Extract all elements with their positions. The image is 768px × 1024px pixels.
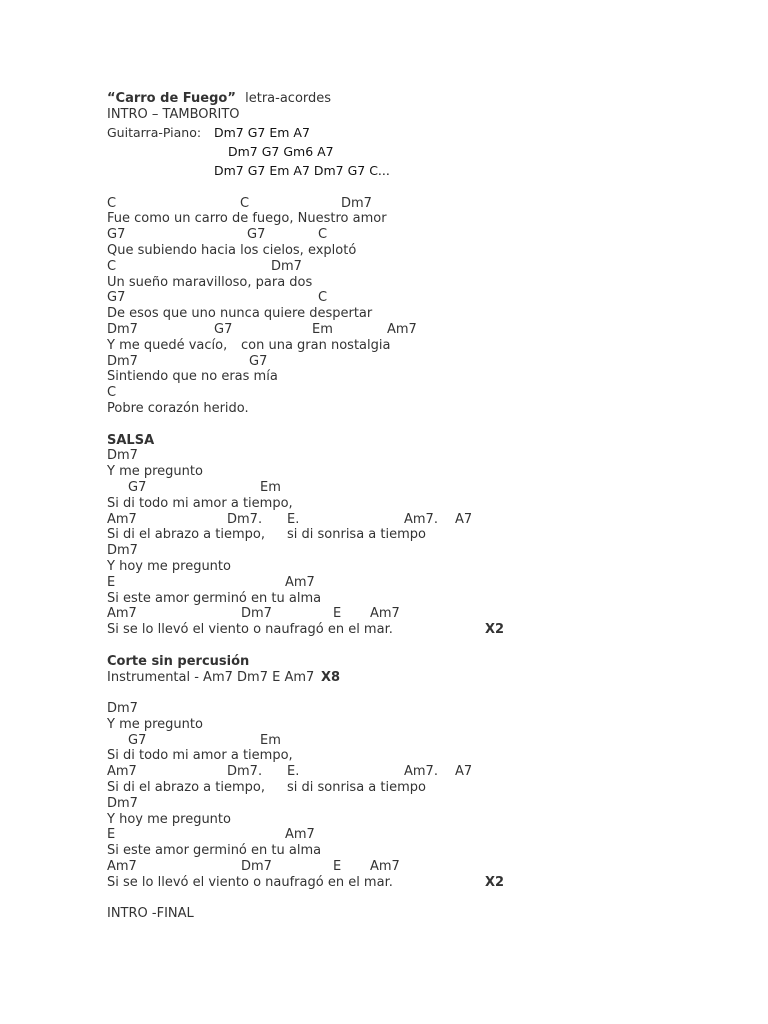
lyric: Si di todo mi amor a tiempo,	[107, 748, 293, 764]
intro-chords-line-1	[107, 123, 747, 142]
chord-line	[107, 575, 747, 591]
lyric: Y me quedé vacío,	[107, 337, 228, 353]
chord-line	[107, 290, 747, 306]
chord: C	[318, 227, 328, 243]
chord: Am7	[285, 574, 315, 590]
chord-line	[107, 385, 747, 401]
lyric-line	[107, 843, 747, 859]
lyric-line	[107, 243, 747, 259]
chord: Am7.	[404, 764, 438, 780]
chord: G7	[128, 479, 147, 495]
lyric: Pobre corazón herido.	[107, 400, 249, 416]
chord-line	[107, 448, 747, 464]
lyric-line	[107, 464, 747, 480]
chord: Dm7	[107, 701, 138, 717]
song-sheet	[107, 90, 747, 922]
song-title-bold: “Carro de Fuego”	[107, 91, 236, 106]
chord: Dm7.	[227, 764, 263, 780]
lyric-line	[107, 559, 747, 575]
chord-line	[107, 322, 747, 338]
chord: G7	[249, 353, 268, 369]
chord-line	[107, 764, 747, 780]
chord: Am7	[107, 859, 137, 875]
lyric-line	[107, 717, 747, 733]
instrument-label: Guitarra-Piano:	[107, 124, 202, 140]
lyric: Si se lo llevó el viento o naufragó en el mar.	[107, 622, 393, 638]
chord: Em	[312, 321, 333, 337]
chord: Dm7	[107, 321, 138, 337]
chord: Em	[260, 732, 281, 748]
chord: A7	[455, 764, 473, 780]
lyric: De esos que uno nunca quiere despertar	[107, 306, 373, 322]
chord: Dm7	[241, 606, 272, 622]
lyric: con una gran nostalgia	[241, 337, 391, 353]
lyric-line	[107, 780, 747, 796]
chord: Am7	[370, 606, 400, 622]
chord: Am7	[107, 764, 137, 780]
repeat-marker: X2	[485, 874, 505, 890]
lyric: Y me pregunto	[107, 716, 203, 732]
chord: G7	[107, 290, 126, 306]
section-heading: SALSA	[107, 432, 155, 448]
section-heading-salsa	[107, 433, 747, 449]
lyric: Si di todo mi amor a tiempo,	[107, 495, 293, 511]
intro-chords-2: Dm7 G7 Gm6 A7	[228, 143, 334, 159]
chord: E	[333, 606, 342, 622]
chord-line	[107, 259, 747, 275]
chord: C	[107, 258, 117, 274]
lyric-line	[107, 496, 747, 512]
lyric: Un sueño maravilloso, para dos	[107, 274, 313, 290]
lyric: si di sonrisa a tiempo	[287, 780, 426, 796]
chord: Am7	[370, 859, 400, 875]
chord: Am7	[107, 511, 137, 527]
chord: G7	[247, 227, 266, 243]
lyric-line	[107, 875, 747, 891]
chord-line	[107, 701, 747, 717]
chord: G7	[214, 321, 233, 337]
chord: E.	[287, 764, 300, 780]
lyric-line	[107, 306, 747, 322]
chord: Dm7	[271, 258, 302, 274]
chord: Dm7	[107, 795, 138, 811]
chord-line	[107, 196, 747, 212]
chord: E	[333, 859, 342, 875]
song-title	[107, 90, 747, 107]
lyric: Que subiendo hacia los cielos, explotó	[107, 242, 357, 258]
lyric-line	[107, 211, 747, 227]
chord: Am7.	[404, 511, 438, 527]
instrumental-line	[107, 670, 747, 686]
chord: G7	[107, 227, 126, 243]
chord: E	[107, 827, 116, 843]
chord-line	[107, 354, 747, 370]
chord: Dm7	[107, 543, 138, 559]
intro-chords-3: Dm7 G7 Em A7 Dm7 G7 C...	[214, 162, 390, 178]
chord-line	[107, 512, 747, 528]
chord: Dm7.	[227, 511, 263, 527]
lyric-line	[107, 622, 747, 638]
lyric-line	[107, 527, 747, 543]
lyric: Si se lo llevó el viento o naufragó en el mar.	[107, 874, 393, 890]
chord: Dm7	[341, 195, 372, 211]
intro-chords-line-3	[107, 161, 747, 180]
intro-chords-1: Dm7 G7 Em A7	[214, 124, 310, 140]
chord: Dm7	[241, 859, 272, 875]
lyric-line	[107, 591, 747, 607]
intro-chords-line-2	[107, 142, 747, 161]
ending-line	[107, 906, 747, 922]
chord-line	[107, 796, 747, 812]
chord: Am7	[107, 606, 137, 622]
ending-text: INTRO -FINAL	[107, 906, 194, 922]
repeat-marker: X2	[485, 622, 505, 638]
lyric: Si di el abrazo a tiempo,	[107, 780, 265, 796]
song-title-subtitle: letra-acordes	[241, 91, 332, 106]
chord: C	[240, 195, 250, 211]
chord: Am7	[285, 827, 315, 843]
section-heading: Corte sin percusión	[107, 653, 250, 669]
chord: C	[107, 195, 117, 211]
lyric-line	[107, 275, 747, 291]
chord: Am7	[387, 321, 417, 337]
chord-line	[107, 606, 747, 622]
repeat-marker: X8	[321, 669, 341, 685]
lyric-line	[107, 369, 747, 385]
chord-line	[107, 227, 747, 243]
chord-line	[107, 733, 747, 749]
chord: Dm7	[107, 353, 138, 369]
chord: C	[107, 385, 117, 401]
chord: Dm7	[107, 448, 138, 464]
intro-label-text: INTRO – TAMBORITO	[107, 107, 240, 122]
chord: A7	[455, 511, 473, 527]
chord: C	[318, 290, 328, 306]
lyric: Si este amor germinó en tu alma	[107, 590, 322, 606]
lyric-line	[107, 748, 747, 764]
lyric: Si di el abrazo a tiempo,	[107, 527, 265, 543]
chord: Em	[260, 479, 281, 495]
lyric: Y me pregunto	[107, 464, 203, 480]
lyric: Fue como un carro de fuego, Nuestro amor	[107, 211, 387, 227]
lyric-line	[107, 401, 747, 417]
chord-line	[107, 827, 747, 843]
intro-label	[107, 107, 747, 123]
chord: E	[107, 574, 116, 590]
lyric: Sintiendo que no eras mía	[107, 369, 278, 385]
lyric: Y hoy me pregunto	[107, 811, 231, 827]
lyric: Si este amor germinó en tu alma	[107, 843, 322, 859]
chord: G7	[128, 732, 147, 748]
lyric: si di sonrisa a tiempo	[287, 527, 426, 543]
chord-line	[107, 543, 747, 559]
lyric: Y hoy me pregunto	[107, 558, 231, 574]
chord-line	[107, 480, 747, 496]
instrumental-text: Instrumental - Am7 Dm7 E Am7	[107, 669, 319, 685]
lyric-line	[107, 812, 747, 828]
chord: E.	[287, 511, 300, 527]
section-heading-corte	[107, 654, 747, 670]
chord-line	[107, 859, 747, 875]
lyric-line	[107, 338, 747, 354]
